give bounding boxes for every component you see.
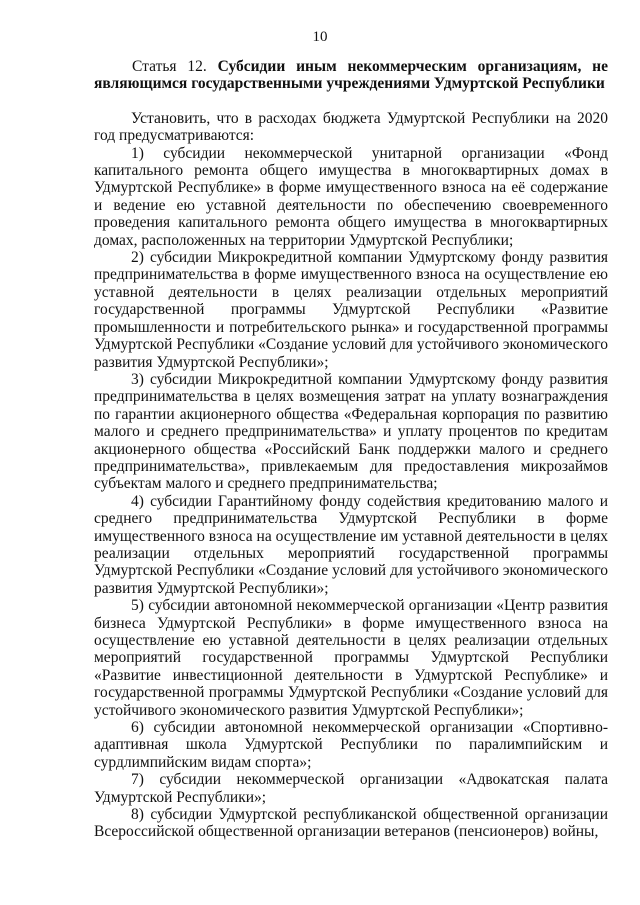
paragraph-item-8: 8) субсидии Удмуртской республиканской общественной организации Всероссийской общественной организации ветеранов (пенсионеров) войны, xyxy=(94,806,608,841)
article-heading xyxy=(94,58,608,93)
document-body xyxy=(94,58,608,841)
paragraph-intro: Установить, что в расходах бюджета Удмуртской Республики на 2020 год предусматриваются: xyxy=(94,109,608,145)
article-number: Статья 12. xyxy=(132,58,207,75)
page-number: 10 xyxy=(312,29,328,45)
paragraph-item-3: 3) субсидии Микрокредитной компании Удмуртскому фонду развития предпринимательства в целях возмещения затрат на уплату вознаграждения по гарантии акционерного общества «Федеральная корпорация по развитию малого и среднего предпринимательства» и уплату процентов по кредитам акционерного общества «Российский Банк поддержки малого и среднего предпринимательства», привлекаемым для предоставления микрозаймов субъектам малого и среднего предпринимательства; xyxy=(94,370,608,493)
paragraph-item-5: 5) субсидии автономной некоммерческой организации «Центр развития бизнеса Удмуртской Республики» в форме имущественного взноса на осуществление ею уставной деятельности в целях реализации отдельных мероприятий государственной программы Удмуртской Республики «Развитие инвестиционной деятельности в Удмуртской Республике» и государственной программы Удмуртской Республики «Создание условий для устойчивого экономического развития Удмуртской Республики»; xyxy=(94,597,608,719)
paragraph-item-7: 7) субсидии некоммерческой организации «Адвокатская палата Удмуртской Республики»; xyxy=(94,771,608,806)
paragraph-item-2: 2) субсидии Микрокредитной компании Удмуртскому фонду развития предпринимательства в форме имущественного взноса на осуществление ею уставной деятельности в целях реализации отдельных мероприятий государственной программы Удмуртской Республики «Развитие промышленности и потребительского рынка» и государственной программы Удмуртской Республики «Создание условий для устойчивого экономического развития Удмуртской Республики»; xyxy=(94,249,608,371)
article-title: Субсидии иным некоммерческим организациям, не являющимся государственными учреждениями Удмуртской Республики xyxy=(94,58,608,93)
paragraph-item-6: 6) субсидии автономной некоммерческой организации «Спортивно-адаптивная школа Удмуртской Республики по паралимпийским и сурдлимпийским видам спорта»; xyxy=(94,719,608,771)
paragraph-item-4: 4) субсидии Гарантийному фонду содействия кредитованию малого и среднего предпринимательства Удмуртской Республики в форме имущественного взноса на осуществление им уставной деятельности в целях реализации отдельных мероприятий государственной программы Удмуртской Республики «Создание условий для устойчивого экономического развития Удмуртской Республики»; xyxy=(94,492,608,597)
paragraph-item-1: 1) субсидии некоммерческой унитарной организации «Фонд капитального ремонта общего имущества в многоквартирных домах в Удмуртской Республике» в форме имущественного взноса на её содержание и ведение ею уставной деятельности по обеспечению своевременного проведения капитального ремонта общего имущества в многоквартирных домах, расположенных на территории Удмуртской Республики; xyxy=(94,144,608,249)
